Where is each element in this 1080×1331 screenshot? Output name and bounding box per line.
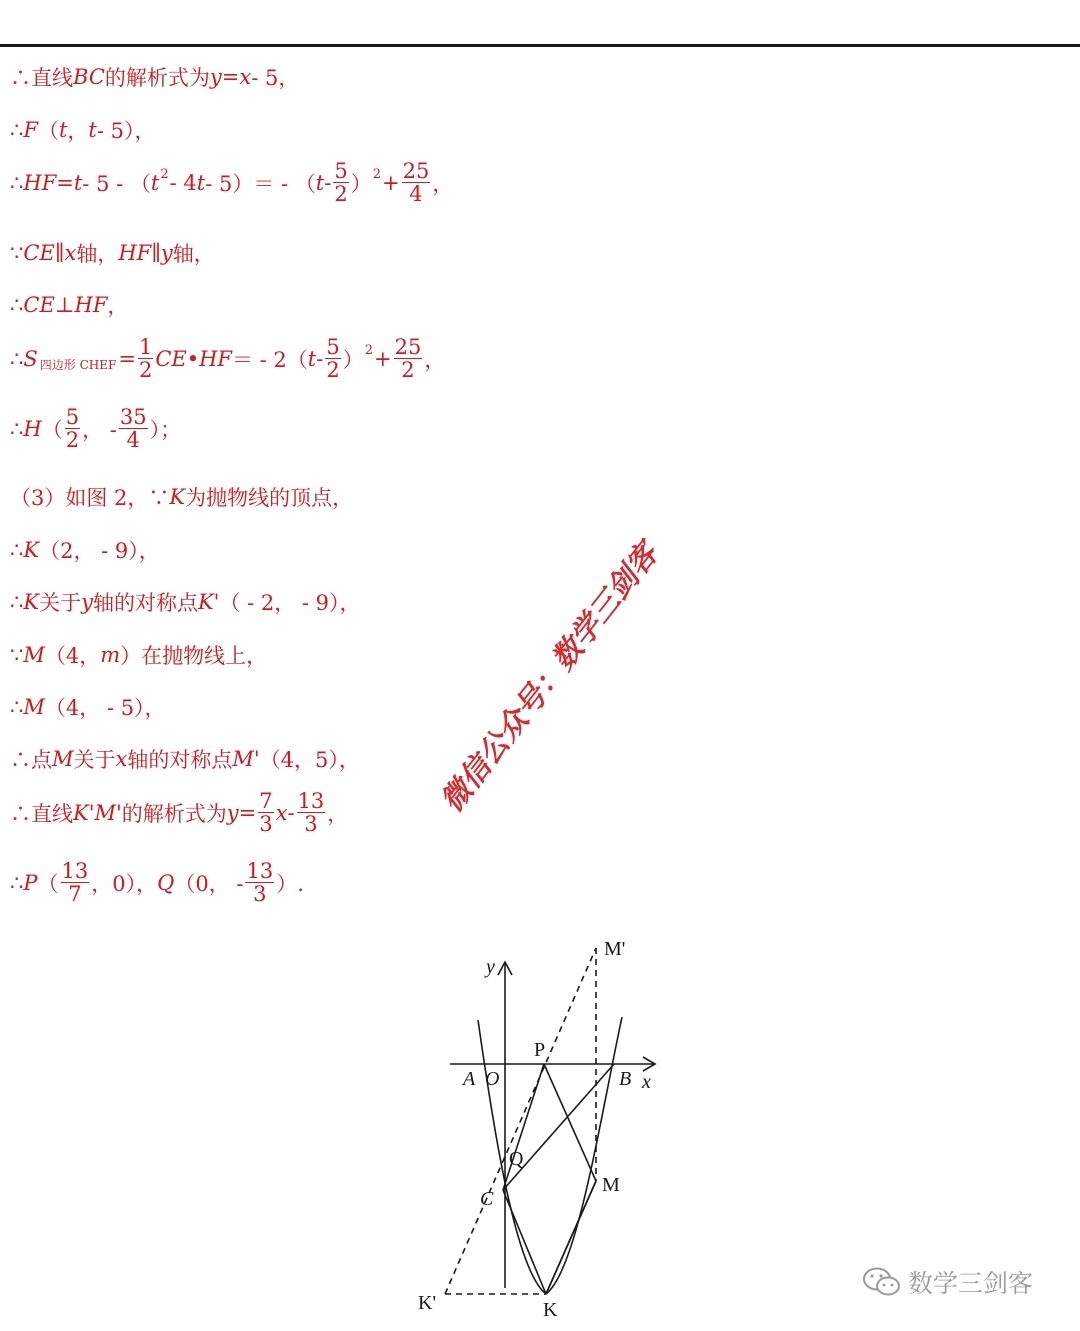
text: ）在抛物线上，	[120, 644, 268, 668]
parabola-figure	[400, 925, 690, 1320]
label-a: A	[463, 1068, 476, 1090]
text: 轴，	[172, 242, 215, 266]
text: Q	[157, 870, 175, 895]
text: CE•HF	[155, 346, 232, 371]
text: ∵	[10, 643, 24, 667]
text: HF	[118, 241, 152, 265]
numerator: 25	[394, 335, 422, 359]
numerator: 13	[61, 859, 89, 883]
denominator: 2	[334, 182, 348, 207]
text: ，	[107, 294, 129, 318]
text: F	[23, 118, 38, 142]
text: K	[23, 590, 40, 614]
segment-pq	[503, 1064, 544, 1190]
label-x: x	[642, 1071, 651, 1093]
segment-km	[546, 1181, 596, 1294]
fraction	[65, 406, 80, 451]
denominator: 2	[326, 358, 340, 383]
text: ∴	[10, 118, 24, 142]
text: （4， - 5），	[44, 696, 166, 720]
text: （2， - 9），	[39, 539, 160, 563]
label-k: K	[543, 1299, 558, 1320]
text: BC	[73, 65, 105, 89]
wechat-icon	[862, 1266, 902, 1298]
text: ∴	[10, 416, 24, 441]
text: （	[37, 119, 59, 143]
text: ∴	[10, 538, 24, 562]
text: （3）如图 2，∵	[10, 486, 170, 510]
solution-line-2	[10, 115, 156, 145]
text: -	[316, 346, 324, 371]
text: K	[169, 485, 186, 509]
fraction	[325, 336, 340, 381]
text: - 5），	[96, 119, 156, 143]
text: 轴，	[76, 242, 119, 266]
text: 轴的对称点	[92, 591, 198, 615]
text: -	[324, 170, 332, 195]
text: K	[23, 538, 40, 562]
label-m: M	[602, 1174, 620, 1196]
denominator: 2	[138, 358, 153, 383]
text: （4，5），	[259, 748, 360, 772]
text: 轴的对称点	[127, 748, 233, 772]
text: ，0），	[91, 871, 158, 896]
label-p: P	[534, 1039, 546, 1061]
fraction	[119, 406, 148, 451]
text: ∴	[10, 346, 24, 371]
numerator: 25	[402, 159, 430, 183]
text: x	[275, 800, 288, 825]
text: （0， -	[174, 871, 244, 896]
segment-qk	[503, 1190, 546, 1294]
label-y: y	[486, 956, 495, 978]
watermark: 微信公众号：数学三剑客	[434, 537, 666, 819]
fraction	[138, 336, 153, 381]
text: x	[115, 747, 128, 771]
text: ∴点	[10, 748, 52, 772]
text: +	[382, 170, 400, 195]
text: HF	[74, 293, 108, 317]
brand-name: 数学三剑客	[908, 1269, 1034, 1298]
text: ⊥	[54, 293, 75, 317]
fraction	[61, 860, 90, 905]
text: ∴直线	[10, 66, 73, 90]
solution-line-14	[10, 790, 348, 835]
denominator: 2	[401, 358, 415, 383]
text: ∴	[10, 870, 24, 895]
text: 关于	[39, 591, 82, 615]
numerator: 7	[259, 789, 273, 813]
text: t	[58, 118, 68, 142]
text: ，	[424, 347, 446, 372]
numerator: 13	[246, 859, 274, 883]
text: ，	[327, 801, 349, 826]
text: ，	[432, 171, 454, 196]
numerator: 13	[297, 789, 325, 813]
solution-line-3	[10, 160, 453, 205]
denominator: 3	[259, 812, 273, 837]
text: CE	[23, 293, 55, 317]
solution-line-7	[10, 406, 181, 451]
text: ）	[342, 347, 364, 372]
exponent: 2	[364, 343, 374, 359]
text: ∴	[10, 590, 24, 614]
text: 为抛物线的顶点，	[185, 486, 354, 510]
text: - 5 - （	[82, 171, 151, 196]
denominator: 3	[253, 882, 267, 907]
segment-qb	[503, 1064, 614, 1190]
text: -	[287, 800, 295, 825]
label-b: B	[619, 1068, 632, 1090]
denominator: 7	[68, 882, 82, 907]
text: ∥	[54, 241, 65, 265]
text: S	[23, 346, 38, 371]
text: ∴	[10, 695, 24, 719]
text: t	[88, 118, 97, 142]
text: - 5，	[251, 66, 300, 90]
text: =	[118, 346, 136, 371]
text: HF=t	[23, 170, 83, 195]
text: ）.	[276, 871, 304, 896]
text: ∴直线	[10, 801, 73, 826]
solution-line-12	[10, 692, 166, 722]
text: 的解析式为	[121, 801, 227, 826]
text: y=x	[209, 65, 252, 89]
text: ＝ - 2（	[231, 347, 308, 372]
top-rule	[0, 44, 1080, 47]
text: ）；	[149, 417, 182, 442]
label-k-prime: K'	[418, 1292, 437, 1314]
text: （4，	[44, 644, 101, 668]
fraction	[333, 160, 348, 205]
solution-line-15	[10, 860, 304, 905]
text: x	[64, 241, 77, 265]
solution-line-4	[10, 238, 215, 268]
label-m-prime: M'	[604, 938, 626, 960]
solution-line-5	[10, 290, 128, 320]
text: ∴	[10, 293, 24, 317]
denominator: 4	[409, 182, 423, 207]
denominator: 2	[65, 428, 80, 453]
text: t	[307, 346, 317, 371]
text: P	[23, 870, 38, 895]
solution-line-1	[10, 62, 299, 92]
exponent: 2	[160, 167, 169, 183]
segment-pm	[544, 1064, 596, 1181]
denominator: 4	[126, 428, 140, 453]
text: y	[160, 241, 173, 265]
text: ∴	[10, 170, 24, 195]
text: ）	[350, 171, 372, 196]
text: ， -	[82, 417, 117, 442]
numerator: 5	[65, 405, 80, 429]
text: K'	[197, 590, 220, 614]
text: M	[52, 747, 74, 771]
text: M	[23, 695, 45, 719]
fraction	[245, 860, 274, 905]
text: ，	[67, 119, 89, 143]
text: t	[196, 170, 206, 195]
solution-line-6	[10, 336, 445, 381]
text: ∵	[10, 241, 24, 265]
text: ∥	[151, 241, 161, 265]
label-q: Q	[509, 1148, 524, 1170]
label-o: O	[485, 1068, 500, 1090]
exponent: 2	[372, 167, 381, 183]
text: H	[23, 416, 42, 441]
fraction	[402, 160, 431, 205]
text: （	[41, 417, 63, 442]
subscript: 四边形 CHEF	[39, 358, 117, 373]
solution-line-10	[10, 587, 361, 617]
wechat-brand	[862, 1264, 1033, 1300]
label-c: C	[480, 1188, 494, 1210]
numerator: 5	[326, 335, 340, 359]
numerator: 35	[119, 405, 147, 429]
text: CE	[23, 241, 55, 265]
fraction	[394, 336, 423, 381]
text: y	[226, 800, 239, 825]
solution-line-13	[10, 744, 360, 774]
parabola-curve	[478, 1017, 622, 1294]
text: 的解析式为	[104, 66, 210, 90]
denominator: 3	[304, 812, 318, 837]
solution-line-11	[10, 640, 267, 670]
text: （ - 2， - 9），	[219, 591, 361, 615]
text: （	[37, 871, 59, 896]
fraction	[258, 790, 273, 835]
text: m	[100, 643, 121, 667]
text: - 4	[169, 170, 197, 195]
text: t	[150, 170, 160, 195]
text: 关于	[73, 748, 116, 772]
numerator: 1	[138, 335, 153, 359]
text: y	[81, 590, 93, 614]
solution-line-9	[10, 535, 160, 565]
text: =	[238, 800, 257, 825]
text: M'	[232, 747, 260, 771]
text: M	[23, 643, 45, 667]
text: t	[315, 170, 325, 195]
fraction	[297, 790, 326, 835]
numerator: 5	[334, 159, 348, 183]
text: +	[374, 346, 392, 371]
text: - 5）＝ - （	[205, 171, 316, 196]
solution-line-8	[10, 482, 353, 512]
text: K'M'	[73, 800, 122, 825]
